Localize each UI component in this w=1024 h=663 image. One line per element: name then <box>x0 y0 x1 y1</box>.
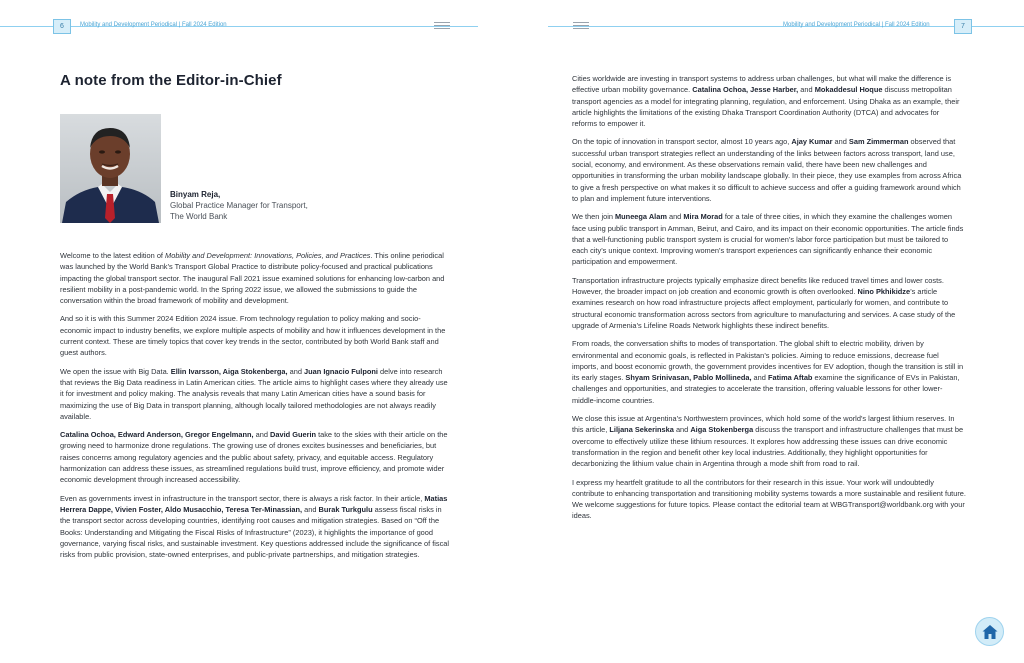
body-paragraph <box>60 366 452 422</box>
header-rule-left <box>0 26 478 27</box>
text-run: and <box>287 366 305 376</box>
author-role: Global Practice Manager for Transport, <box>170 201 308 210</box>
author-names: Aiga Stokenberga <box>690 425 754 435</box>
author-names: Shyam Srinivasan, Pablo Mollineda, <box>625 373 752 383</box>
author-names: Fatima Aftab <box>767 373 813 383</box>
body-paragraph <box>60 313 452 358</box>
body-paragraph <box>60 429 452 485</box>
body-paragraph <box>572 211 966 267</box>
author-names: Juan Ignacio Fulponi <box>304 366 378 376</box>
text-run: delve into research that reviews the Big Data readiness in Latin American cities. The article aims to highlight cases where they already use it for investment and policy making. The analysis reveals that many Latin American cities have a sound basis for maximizing the use of Big Data in transport planning, although locally tailored methodologies are not always readily available. <box>60 366 448 421</box>
author-names: Burak Turkgulu <box>318 504 373 514</box>
author-names: Matias Herrera Dappe, Vivien Foster, Aldo Musacchio, Teresa Ter-Minassian, <box>60 493 448 514</box>
author-organization: The World Bank <box>170 212 228 221</box>
text-run: and <box>673 425 691 435</box>
text-run: Cities worldwide are investing in transport systems to address urban challenges, but what will make the difference is effective urban mobility governance. <box>572 74 952 95</box>
body-paragraph <box>572 477 966 522</box>
portrait-photo <box>60 114 161 223</box>
author-names: Ellin Ivarsson, Aiga Stokenberga, <box>170 366 288 376</box>
body-paragraph <box>572 338 966 406</box>
page-number-right: 7 <box>954 19 972 34</box>
author-names: Mira Morad <box>683 212 723 222</box>
author-names: Ajay Kumar <box>791 137 833 147</box>
text-run: take to the skies with their article on the growing need to harmonize drone regulations. The growing use of drones excites businesses and beneficiaries, but raises concerns among regulatory agencies and the public about safety, privacy, and equitable access. Regulatory harmonization can address these issues, as streamlined regulations build trust, improve efficiency, and promote wider economic development through increased accessibility. <box>60 430 448 485</box>
body-paragraph <box>572 275 966 331</box>
text-run: . This online periodical was launched by the World Bank’s Transport Global Practice to distribute policy-focused and practical publications impacting the global transport sector. The inaugural Fall 2021 issue examined solutions for enhancing low-carbon and resilient mobility in a post-pandemic world. In the Spring 2022 issue, we allowed the submissions to guide the conversation within the broad framework of mobility and development. <box>60 251 445 306</box>
author-name: Binyam Reja, <box>170 190 221 199</box>
text-run: Transportation infrastructure projects typically emphasize direct benefits like reduced travel times and lower costs. However, the broader impact on job creation and economic growth is often overlooked. <box>572 275 944 297</box>
text-run: and <box>751 373 768 383</box>
text-run: Even as governments invest in infrastructure in the transport sector, there is always a risk factor. In their article, <box>60 493 425 503</box>
byline <box>170 189 308 222</box>
running-title-right: Mobility and Development Periodical | Fall 2024 Edition <box>783 22 930 28</box>
page-title: A note from the Editor-in-Chief <box>60 72 282 89</box>
text-run: And so it is with this Summer 2024 Edition 2024 issue. From technology regulation to policy making and socio-economic impact to industry benefits, we explore multiple aspects of mobility and how it influences development in the current context. These are timely topics that cover key trends in the sector, contributed by both World Bank staff and guest authors. <box>60 314 446 358</box>
text-run: and <box>666 212 684 222</box>
text-run: and <box>253 430 271 440</box>
author-names: Liljana Sekerinska <box>609 425 674 435</box>
text-run: and <box>302 504 319 514</box>
author-names: Catalina Ochoa, Edward Anderson, Gregor Engelmann, <box>60 430 254 440</box>
author-names: Muneega Alam <box>615 212 667 222</box>
menu-icon-right[interactable] <box>573 22 589 31</box>
text-run: discuss metropolitan transport agencies as a model for integrating planning, regulation, and enforcement. Using Dhaka as an example, their article highlights the limitations of the existing Dhaka Transport Coordination Authority (DTCA) and advocates for reforms to empower it. <box>572 85 960 129</box>
text-run: From roads, the conversation shifts to modes of transportation. The global shift to electric mobility, driven by environmental and economic goals, is reflected in Pakistan’s policies. Aiming to reduce emissions, decrease fuel imports, and boost economic growth, the government provides incentives for EV adoption, though the transition is still in its early stages. <box>572 339 964 383</box>
body-paragraph <box>572 136 966 204</box>
body-paragraph <box>572 73 966 129</box>
text-run: I express my heartfelt gratitude to all the contributors for their research in this issue. Your work will undoubtedly contribute to enhancing transportation and transitioning mobility systems towards a more sustainable and resilient future. We welcome suggestions for future topics. Please contact the editorial team at WBGTransport@worldbank.org with your ideas. <box>572 477 966 521</box>
author-names: Catalina Ochoa, Jesse Harber, <box>692 85 799 95</box>
text-run: observed that successful urban transport strategies reflect an understanding of the links between factors across transport, land use, social, economy, and environment. As these observations remain valid, there have been new challenges and opportunities in transforming the urban mobility landscape globally. In their piece, they use examples from across Africa to give a fresh perspective on what makes it so difficult to achieve success and offer a guiding framework around which to plan and implement future interventions. <box>572 137 962 203</box>
text-run: We close this issue at Argentina’s Northwestern provinces, which hold some of the world’s largest lithium reserves. In this article, <box>572 414 955 435</box>
home-icon <box>981 623 999 641</box>
text-run: We open the issue with Big Data. <box>60 366 171 376</box>
text-run: and <box>798 85 815 95</box>
author-names: Mokaddesul Hoque <box>814 85 883 95</box>
body-paragraph <box>60 250 452 306</box>
page-number-left: 6 <box>53 19 71 34</box>
author-names: Sam Zimmerman <box>848 137 909 147</box>
running-title-left: Mobility and Development Periodical | Fall 2024 Edition <box>80 22 227 28</box>
right-column-text <box>572 73 966 529</box>
author-names: Nino Pkhikidze <box>857 287 911 297</box>
text-run: ’s article examines research on how road infrastructure projects affect employment, particularly for women, and contribute to structural economic transformation across sectors from agriculture to manufacturing and services. A case study of the upgrade of Armenia’s Lifeline Roads Network highlights these indirect benefits. <box>572 287 956 330</box>
text-run: assess fiscal risks in the transport sector across developing countries, identifying root causes and mitigation strategies. Based on “Off the Books: Understanding and Mitigating the Fiscal Risks of Infrastructure” (2023), it highlights the importance of good governance, varying fiscal risks, and sustainable investment. Key questions addressed include the significance of fiscal risks from public provision, state-owned enterprises, and public-private partnerships, and mitigation strategies. <box>60 504 450 560</box>
text-run: and <box>832 137 849 147</box>
body-paragraph <box>572 413 966 469</box>
text-run: We then join <box>572 212 616 222</box>
text-run: discuss the transport and infrastructure challenges that must be overcome to effectively utilize these lithium resources. It explores how addressing these issues can drive economic transformation in the region and benefit other key local industries. Additionally, they highlight opportunities for decarbonizing the lithium value chain in Argentina through a mode shift from road to rail. <box>572 425 964 469</box>
text-run: Welcome to the latest edition of <box>60 251 166 260</box>
text-run: examine the significance of EVs in Pakistan, challenges and opportunities, and strategies to accelerate the transition, offering valuable lessons for other lower-middle-income countries. <box>572 373 960 405</box>
text-run: On the topic of innovation in transport sector, almost 10 years ago, <box>572 137 792 147</box>
author-names: David Guerin <box>270 430 317 440</box>
publication-title: Mobility and Development: Innovations, Policies, and Practices <box>165 251 371 260</box>
text-run: for a tale of three cities, in which they examine the challenges women face using public transport in Amman, Beirut, and Cairo, and its impact on their economic opportunities. The article finds that a well-functioning public transport system is crucial for women’s labor force participation but must be tailored to each city’s unique context. Improving women’s transport experiences can significantly enhance their economic participation and empowerment. <box>572 212 964 267</box>
menu-icon-left[interactable] <box>434 22 450 31</box>
left-column-text <box>60 250 452 567</box>
body-paragraph <box>60 493 452 561</box>
home-button[interactable] <box>975 617 1004 646</box>
